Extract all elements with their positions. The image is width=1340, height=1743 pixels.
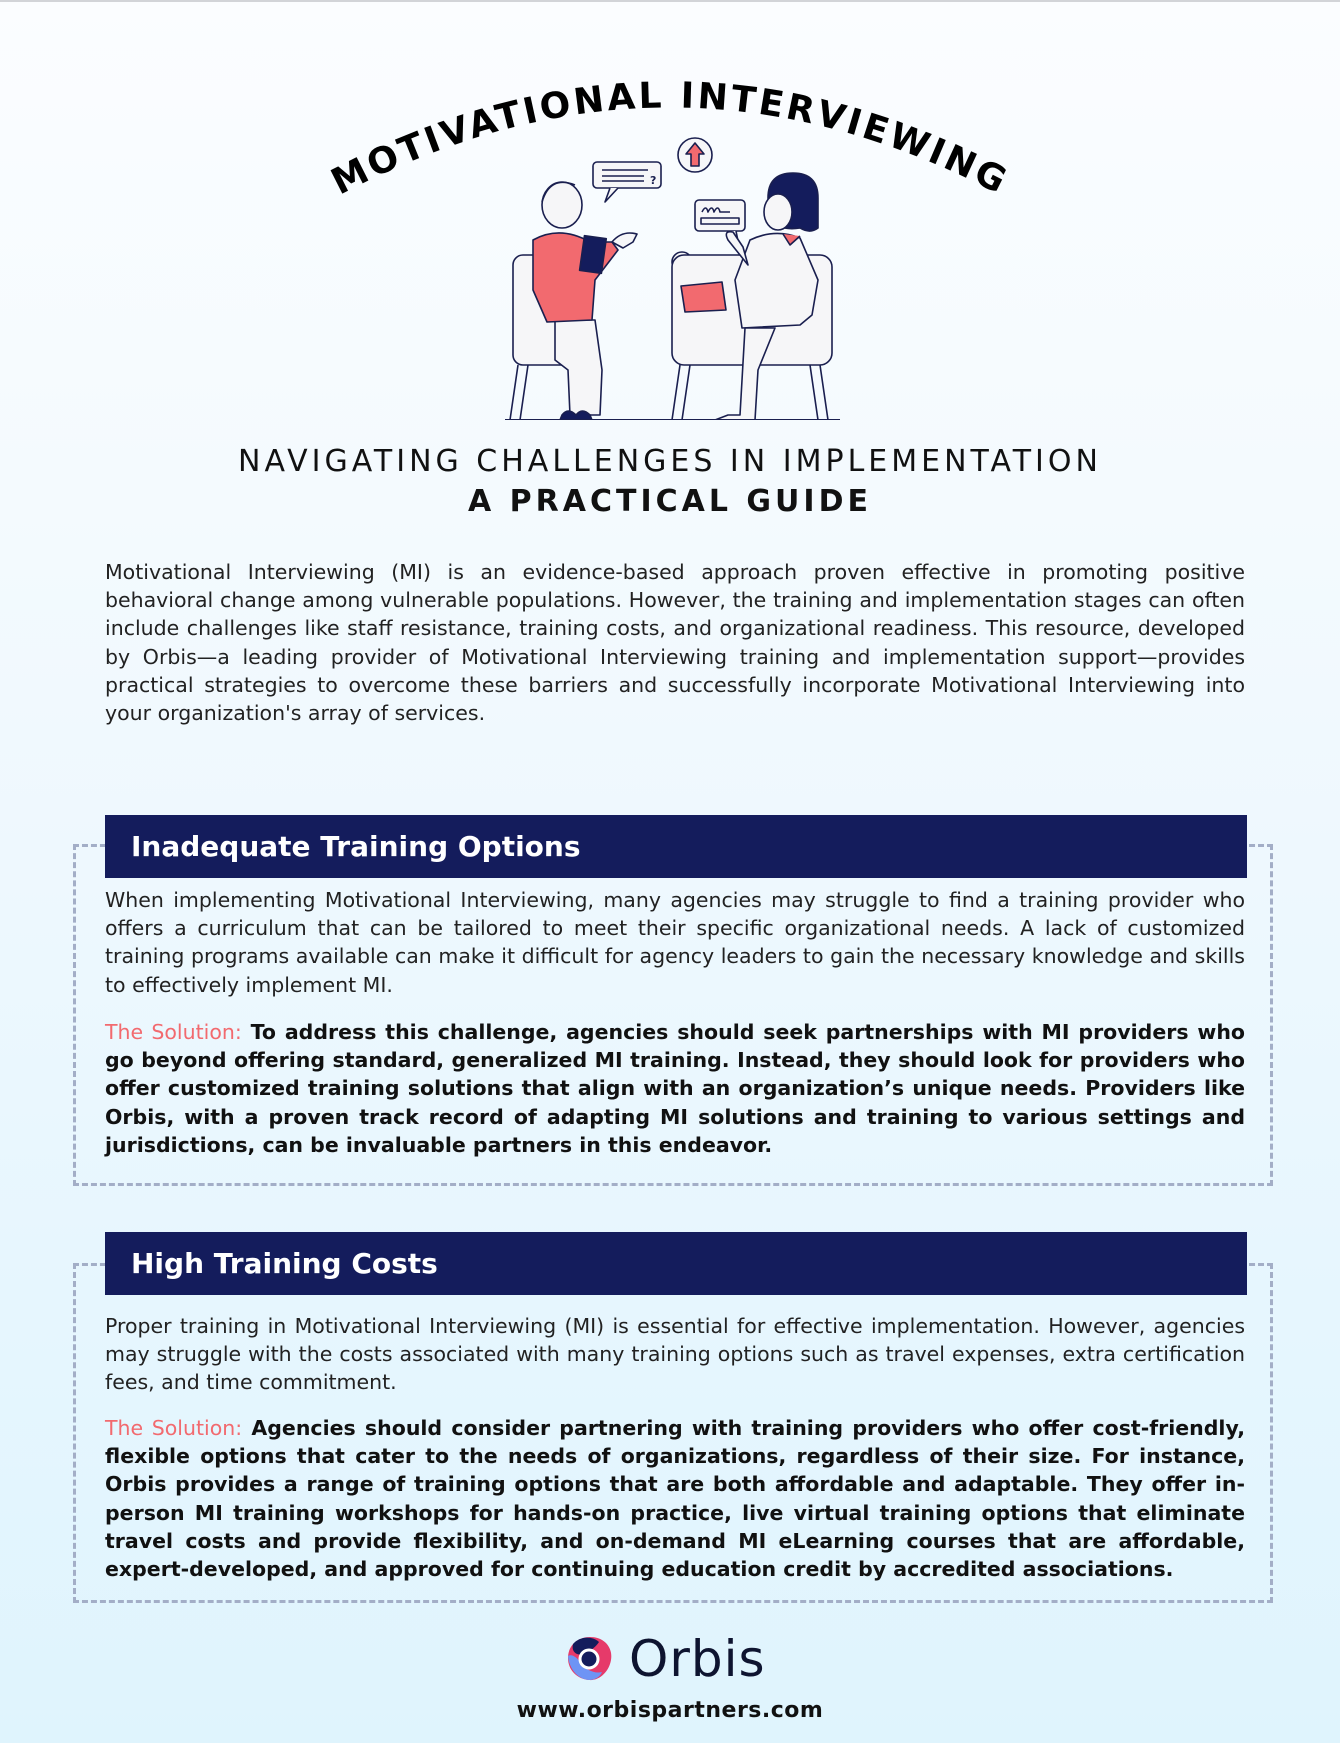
section-solution: [105, 1414, 1245, 1583]
section-problem-text: When implementing Motivational Interviewing, many agencies may struggle to find a training provider who offers a curriculum that can be tailored to meet their specific organizational needs. A lack of customized training programs available can make it difficult for agency leaders to gain the necessary knowledge and skills to effectively implement MI.: [105, 888, 1245, 997]
subtitle-line2: A PRACTICAL GUIDE: [468, 484, 872, 519]
brand-name: Orbis: [629, 1630, 766, 1688]
section-header-inadequate-training: [105, 815, 1247, 878]
section-solution: [105, 1018, 1245, 1159]
section-title: Inadequate Training Options: [131, 830, 581, 863]
subtitle-line1: NAVIGATING CHALLENGES IN IMPLEMENTATION: [238, 444, 1102, 479]
svg-text:?: ?: [650, 174, 657, 187]
solution-label: The Solution:: [105, 1416, 243, 1440]
section-problem-text: Proper training in Motivational Interviewing (MI) is essential for effective implementation. However, agencies may struggle with the costs associated with many training options such as travel expenses, extra certification fees, and time commitment.: [105, 1314, 1245, 1395]
section-title: High Training Costs: [131, 1247, 438, 1280]
arc-title-text: MOTIVATIONAL INTERVIEWING: [324, 75, 1016, 200]
solution-label: The Solution:: [105, 1020, 242, 1044]
orbis-logo: [565, 1630, 766, 1688]
conversation-illustration: [500, 130, 860, 420]
up-arrow-badge-icon: [678, 138, 712, 172]
intro-paragraph: Motivational Interviewing (MI) is an evidence-based approach proven effective in promoting positive behavioral change among vulnerable populations. However, the training and implementation stages can often include challenges like staff resistance, training costs, and organizational readiness. This resource, developed by Orbis—a leading provider of Motivational Interviewing training and implementation support—provides practical strategies to overcome these barriers and successfully incorporate Motivational Interviewing into your organization's array of services.: [105, 560, 1245, 726]
speech-bubble-scribble-icon: [695, 200, 745, 241]
website-url[interactable]: www.orbispartners.com: [516, 1698, 824, 1723]
section-header-high-costs: [105, 1232, 1247, 1295]
speech-bubble-question-icon: [593, 162, 661, 202]
top-rule: [0, 0, 1340, 2]
orbis-logo-icon: [565, 1634, 615, 1684]
solution-text: To address this challenge, agencies should seek partnerships with MI providers who go beyond offering standard, generalized MI training. Instead, they should look for providers who offer customized training solutions that align with an organization’s unique needs. Providers like Orbis, with a proven track record of adapting MI solutions and training to various settings and jurisdictions, can be invaluable partners in this endeavor.: [105, 1020, 1246, 1157]
solution-text: Agencies should consider partnering with training providers who offer cost-friendly, flexible options that cater to the needs of organizations, regardless of their size. For instance, Orbis provides a range of training options that are both affordable and adaptable. They offer in-person MI training workshops for hands-on practice, live virtual training options that eliminate travel costs and provide flexibility, and on-demand MI eLearning courses that are affordable, expert-developed, and approved for continuing education credit by accredited associations.: [105, 1416, 1246, 1582]
